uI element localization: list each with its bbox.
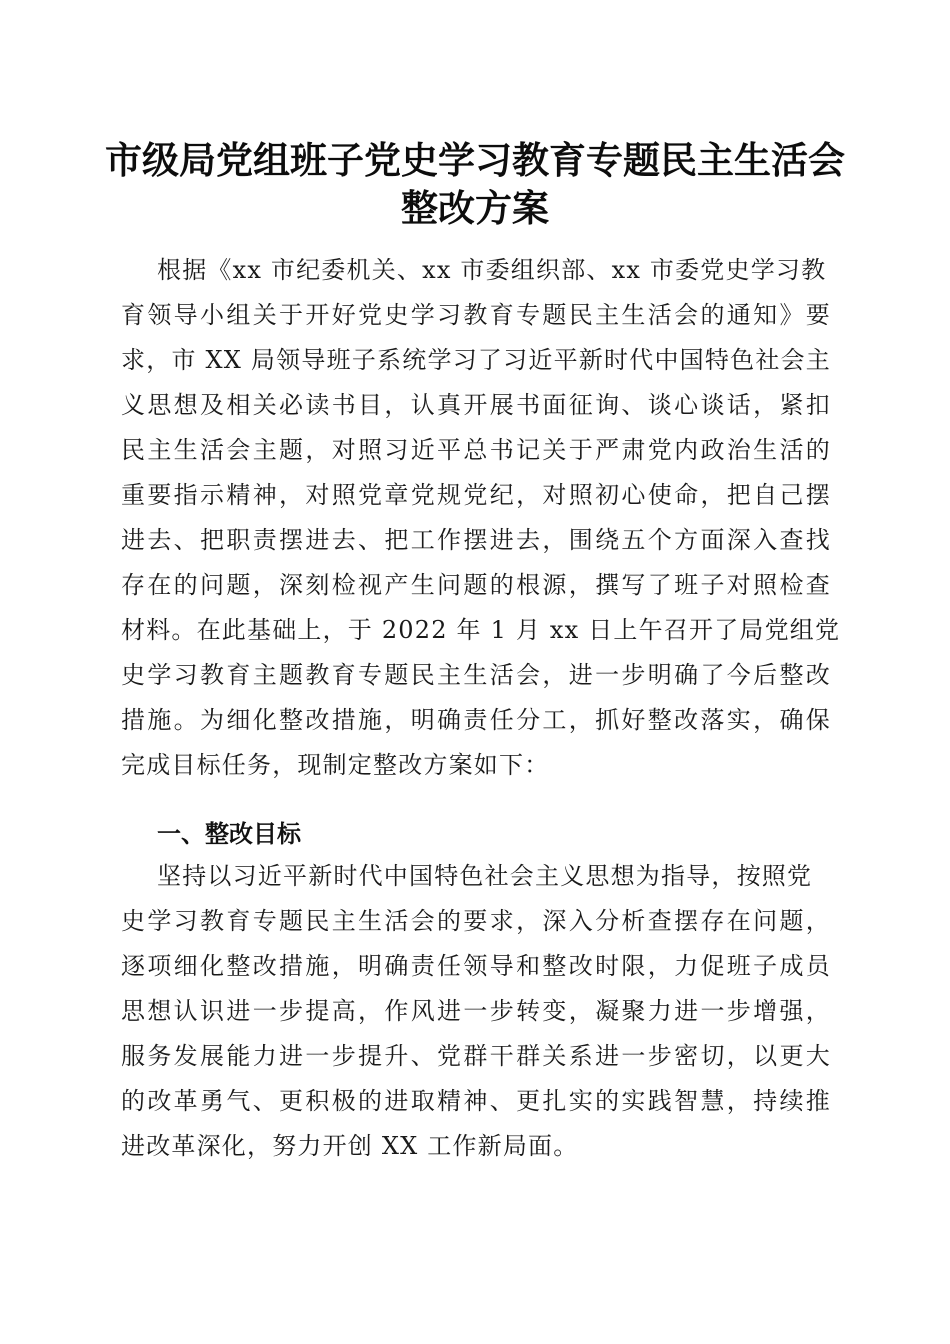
paragraph-line: 民主生活会主题，对照习近平总书记关于严肃党内政治生活的 [121, 436, 831, 464]
paragraph-line: 求，市 XX 局领导班子系统学习了习近平新时代中国特色社会主 [121, 346, 831, 374]
paragraph-line: 存在的问题，深刻检视产生问题的根源，撰写了班子对照检查 [121, 571, 831, 599]
paragraph-line: 的改革勇气、更积极的进取精神、更扎实的实践智慧，持续推 [121, 1087, 831, 1115]
paragraph-line: 根据《xx 市纪委机关、xx 市委组织部、xx 市委党史学习教 [157, 256, 827, 284]
paragraph-line: 义思想及相关必读书目，认真开展书面征询、谈心谈话，紧扣 [121, 391, 831, 419]
paragraph-line: 逐项细化整改措施，明确责任领导和整改时限，力促班子成员 [121, 952, 831, 980]
document-title-line-2: 整改方案 [401, 186, 549, 230]
section-heading: 一、整改目标 [157, 820, 301, 848]
paragraph-line: 史学习教育专题民主生活会的要求，深入分析查摆存在问题， [121, 907, 831, 935]
paragraph-line: 措施。为细化整改措施，明确责任分工，抓好整改落实，确保 [121, 706, 831, 734]
paragraph-line: 思想认识进一步提高，作风进一步转变，凝聚力进一步增强， [121, 997, 831, 1025]
paragraph-line: 服务发展能力进一步提升、党群干群关系进一步密切，以更大 [121, 1042, 831, 1070]
paragraph-line: 进去、把职责摆进去、把工作摆进去，围绕五个方面深入查找 [121, 526, 831, 554]
paragraph-line: 进改革深化，努力开创 XX 工作新局面。 [121, 1132, 579, 1160]
document-title-line-1: 市级局党组班子党史学习教育专题民主生活会 [105, 138, 845, 182]
paragraph-line: 育领导小组关于开好党史学习教育专题民主生活会的通知》要 [121, 301, 831, 329]
paragraph-line: 史学习教育主题教育专题民主生活会，进一步明确了今后整改 [121, 661, 831, 689]
paragraph-line: 材料。在此基础上，于 2022 年 1 月 xx 日上午召开了局党组党 [121, 616, 841, 644]
paragraph-line: 坚持以习近平新时代中国特色社会主义思想为指导，按照党 [157, 862, 813, 890]
paragraph-line: 完成目标任务，现制定整改方案如下： [121, 751, 550, 779]
paragraph-line: 重要指示精神，对照党章党规党纪，对照初心使命，把自己摆 [121, 481, 831, 509]
